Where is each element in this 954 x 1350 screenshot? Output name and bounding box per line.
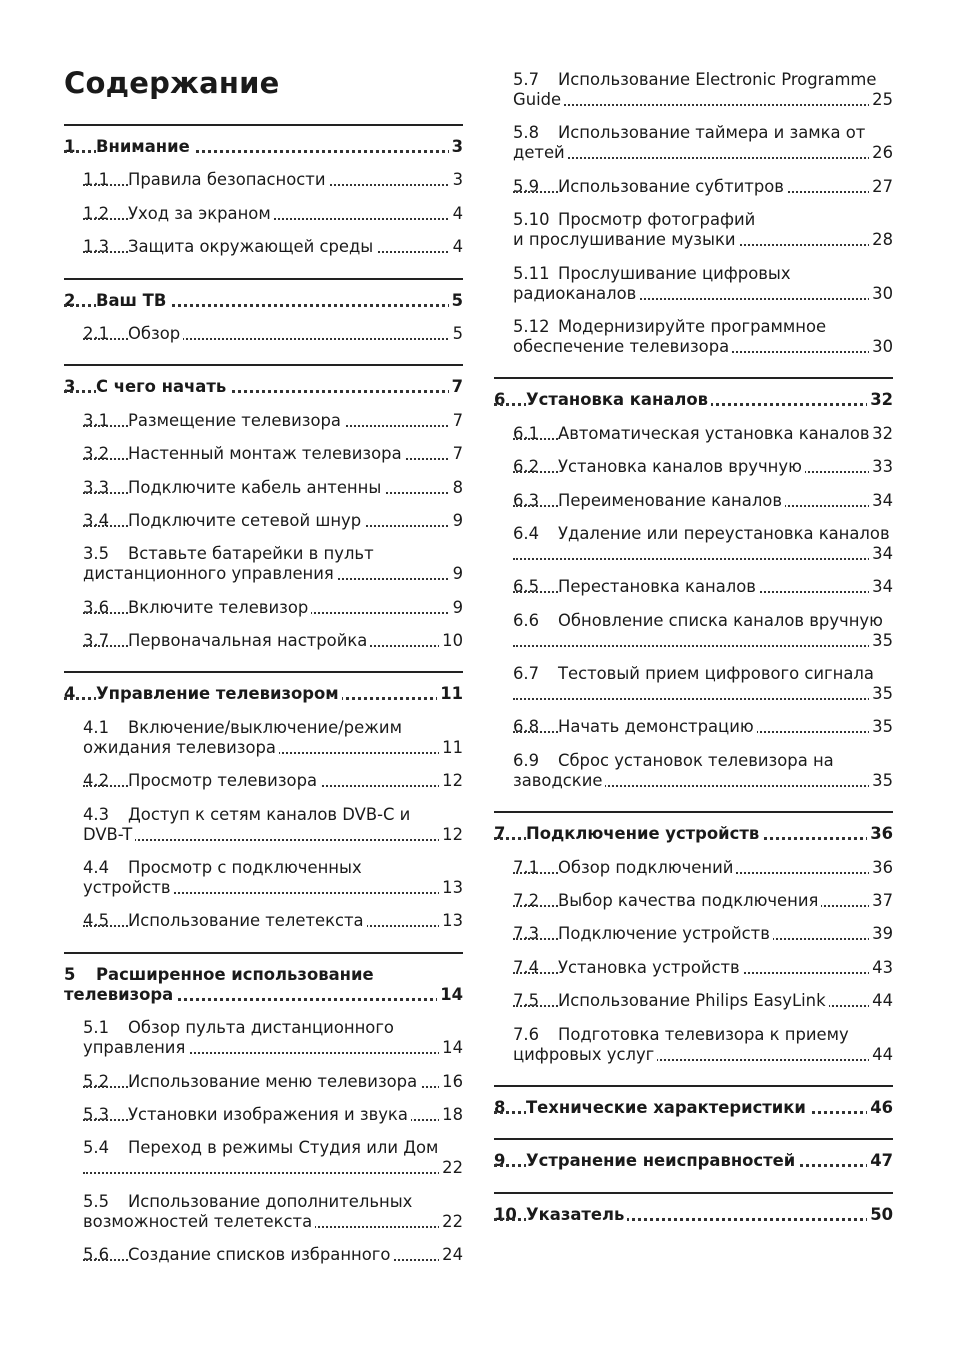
entry-title: Сброс установок телевизора на bbox=[558, 751, 837, 770]
entry-number: 5.8 bbox=[513, 123, 540, 143]
dot-leader bbox=[83, 839, 463, 841]
page-number: 34 bbox=[869, 544, 893, 564]
entry-number: 3.3 bbox=[83, 477, 110, 497]
page-number: 26 bbox=[869, 143, 893, 163]
page-number: 24 bbox=[439, 1245, 463, 1265]
toc-section-block bbox=[64, 366, 463, 671]
entry-title: Удаление или переустановка каналов bbox=[558, 524, 893, 543]
entry-title: Использование Electronic Programme bbox=[558, 70, 879, 89]
entry-title: Подготовка телевизора к приему bbox=[558, 1025, 852, 1044]
toc-section-block bbox=[494, 1140, 893, 1191]
page-number: 25 bbox=[869, 90, 893, 110]
page-number: 12 bbox=[439, 771, 463, 791]
dot-leader bbox=[513, 104, 893, 106]
entry-title: Уход за экраном bbox=[128, 204, 274, 223]
entry-title: Использование меню телевизора bbox=[128, 1072, 420, 1091]
toc-subsection-entry[interactable] bbox=[494, 264, 893, 304]
entry-number: 5.9 bbox=[513, 176, 540, 196]
toc-subsection-entry[interactable] bbox=[494, 177, 893, 197]
entry-title: Обзор пульта дистанционного bbox=[128, 1018, 397, 1037]
entry-number: 7.3 bbox=[513, 924, 540, 944]
page-number: 35 bbox=[869, 771, 893, 791]
page-number: 50 bbox=[867, 1205, 893, 1225]
entry-title-continued: DVB-T bbox=[83, 825, 135, 844]
page-title: Содержание bbox=[64, 66, 280, 100]
toc-section-block bbox=[64, 126, 463, 278]
toc-section-block bbox=[494, 70, 893, 377]
page-number: 3 bbox=[449, 137, 463, 157]
entry-number: 1.1 bbox=[83, 170, 110, 190]
entry-title: Внимание bbox=[96, 137, 193, 156]
entry-title: С чего начать bbox=[96, 377, 229, 396]
page-number: 27 bbox=[869, 177, 893, 197]
entry-title-continued: заводские bbox=[513, 771, 605, 790]
page-number: 44 bbox=[869, 991, 893, 1011]
toc-subsection-entry[interactable] bbox=[494, 751, 893, 791]
entry-title: Правила безопасности bbox=[128, 170, 328, 189]
toc-subsection-entry[interactable] bbox=[64, 1105, 463, 1125]
toc-subsection-entry[interactable] bbox=[64, 1072, 463, 1092]
page-number: 10 bbox=[439, 631, 463, 651]
entry-number: 1.2 bbox=[83, 203, 110, 223]
entry-title: Обновление списка каналов вручную bbox=[558, 611, 886, 630]
entry-title: Первоначальная настройка bbox=[128, 631, 370, 650]
entry-title: Использование дополнительных bbox=[128, 1192, 415, 1211]
entry-title: Установка каналов bbox=[526, 390, 711, 409]
toc-subsection-entry[interactable] bbox=[494, 664, 893, 704]
toc-subsection-entry[interactable] bbox=[64, 237, 463, 257]
page-number: 22 bbox=[439, 1212, 463, 1232]
entry-number: 6.7 bbox=[513, 664, 540, 684]
entry-number: 3.4 bbox=[83, 510, 110, 530]
toc-subsection-entry[interactable] bbox=[64, 511, 463, 531]
entry-title: Включите телевизор bbox=[128, 598, 311, 617]
entry-number: 4.2 bbox=[83, 771, 110, 791]
toc-section-entry[interactable] bbox=[494, 824, 893, 844]
page-number: 34 bbox=[869, 577, 893, 597]
toc-section-block bbox=[494, 813, 893, 1085]
entry-number: 6.5 bbox=[513, 577, 540, 597]
entry-title: Обзор bbox=[128, 324, 183, 343]
dot-leader bbox=[513, 698, 893, 700]
entry-number: 6.4 bbox=[513, 523, 540, 543]
entry-number: 5.11 bbox=[513, 263, 550, 283]
entry-number: 8 bbox=[494, 1097, 506, 1117]
page-number: 18 bbox=[439, 1105, 463, 1125]
entry-number: 3.5 bbox=[83, 544, 110, 564]
page-number: 33 bbox=[869, 457, 893, 477]
entry-title: Установка каналов вручную bbox=[558, 457, 805, 476]
entry-title: Создание списков избранного bbox=[128, 1245, 393, 1264]
page-number: 8 bbox=[450, 478, 463, 498]
entry-number: 7.6 bbox=[513, 1024, 540, 1044]
entry-title: Просмотр фотографий bbox=[558, 210, 758, 229]
entry-title: Расширенное использование bbox=[96, 965, 377, 984]
toc-subsection-entry[interactable] bbox=[64, 911, 463, 931]
entry-number: 3.2 bbox=[83, 444, 110, 464]
page-number: 9 bbox=[450, 564, 463, 584]
page-number: 4 bbox=[450, 204, 463, 224]
toc-subsection-entry[interactable] bbox=[64, 1138, 463, 1178]
entry-title: Выбор качества подключения bbox=[558, 891, 821, 910]
entry-number: 6.6 bbox=[513, 610, 540, 630]
toc-left-column bbox=[64, 124, 463, 1286]
entry-number: 7 bbox=[494, 824, 506, 844]
entry-title: Управление телевизором bbox=[96, 684, 342, 703]
page-number: 4 bbox=[450, 237, 463, 257]
toc-subsection-entry[interactable] bbox=[494, 577, 893, 597]
page-number: 9 bbox=[450, 598, 463, 618]
toc-subsection-entry[interactable] bbox=[64, 478, 463, 498]
page-number: 39 bbox=[869, 924, 893, 944]
entry-title-continued: управления bbox=[83, 1038, 188, 1057]
entry-title: Обзор подключений bbox=[558, 858, 736, 877]
entry-number: 5.5 bbox=[83, 1191, 110, 1211]
entry-title: Использование Philips EasyLink bbox=[558, 991, 829, 1010]
entry-title: Использование таймера и замка от bbox=[558, 123, 868, 142]
entry-title-continued: и прослушивание музыки bbox=[513, 230, 739, 249]
toc-section-entry[interactable] bbox=[64, 684, 463, 704]
page-number: 14 bbox=[437, 985, 463, 1005]
toc-subsection-entry[interactable] bbox=[64, 631, 463, 651]
page-number: 12 bbox=[439, 825, 463, 845]
toc-subsection-entry[interactable] bbox=[64, 1192, 463, 1232]
toc-subsection-entry[interactable] bbox=[494, 123, 893, 163]
toc-section-entry[interactable] bbox=[494, 1098, 893, 1118]
entry-title: Тестовый прием цифрового сигнала bbox=[558, 664, 877, 683]
entry-number: 9 bbox=[494, 1151, 506, 1171]
toc-subsection-entry[interactable] bbox=[494, 717, 893, 737]
entry-title-continued: цифровых услуг bbox=[513, 1045, 657, 1064]
toc-subsection-entry[interactable] bbox=[64, 444, 463, 464]
toc-subsection-entry[interactable] bbox=[64, 544, 463, 584]
toc-subsection-entry[interactable] bbox=[494, 210, 893, 250]
toc-section-entry[interactable] bbox=[494, 1205, 893, 1225]
toc-section-entry[interactable] bbox=[64, 965, 463, 1005]
entry-title: Настенный монтаж телевизора bbox=[128, 444, 405, 463]
entry-number: 5.3 bbox=[83, 1104, 110, 1124]
page-number: 37 bbox=[869, 891, 893, 911]
entry-title-continued: дистанционного управления bbox=[83, 564, 337, 583]
entry-title: Использование субтитров bbox=[558, 177, 787, 196]
toc-section-block bbox=[494, 1087, 893, 1138]
toc-section-block bbox=[494, 1194, 893, 1245]
toc-subsection-entry[interactable] bbox=[494, 424, 893, 444]
entry-title: Установка устройств bbox=[558, 958, 743, 977]
entry-number: 7.1 bbox=[513, 857, 540, 877]
toc-subsection-entry[interactable] bbox=[64, 598, 463, 618]
entry-number: 6.2 bbox=[513, 457, 540, 477]
toc-subsection-entry[interactable] bbox=[494, 457, 893, 477]
page-number: 36 bbox=[867, 824, 893, 844]
entry-title: Автоматическая установка каналов bbox=[558, 424, 873, 443]
page-number: 28 bbox=[869, 230, 893, 250]
toc-section-entry[interactable] bbox=[494, 1151, 893, 1171]
toc-section-entry[interactable] bbox=[64, 377, 463, 397]
entry-number: 4.3 bbox=[83, 804, 110, 824]
entry-number: 3.6 bbox=[83, 597, 110, 617]
entry-number: 7.2 bbox=[513, 891, 540, 911]
entry-number: 6.3 bbox=[513, 490, 540, 510]
toc-subsection-entry[interactable] bbox=[64, 1018, 463, 1058]
toc-subsection-entry[interactable] bbox=[64, 411, 463, 431]
toc-subsection-entry[interactable] bbox=[64, 805, 463, 845]
toc-subsection-entry[interactable] bbox=[64, 771, 463, 791]
entry-number: 5.12 bbox=[513, 316, 550, 336]
entry-number: 5 bbox=[64, 964, 76, 984]
toc-subsection-entry[interactable] bbox=[494, 958, 893, 978]
page-number: 11 bbox=[439, 738, 463, 758]
page-number: 13 bbox=[439, 911, 463, 931]
entry-title: Подключение устройств bbox=[558, 924, 773, 943]
entry-title-continued: радиоканалов bbox=[513, 284, 639, 303]
toc-section-entry[interactable] bbox=[494, 390, 893, 410]
entry-number: 2.1 bbox=[83, 323, 110, 343]
toc-section-entry[interactable] bbox=[64, 291, 463, 311]
entry-number: 3.1 bbox=[83, 410, 110, 430]
page-number: 47 bbox=[867, 1151, 893, 1171]
entry-title: Подключение устройств bbox=[526, 824, 762, 843]
entry-title: Подключите кабель антенны bbox=[128, 478, 384, 497]
entry-number: 3 bbox=[64, 377, 76, 397]
entry-title-continued: возможностей телетекста bbox=[83, 1212, 315, 1231]
entry-title: Установки изображения и звука bbox=[128, 1105, 411, 1124]
toc-subsection-entry[interactable] bbox=[494, 611, 893, 651]
dot-leader bbox=[513, 157, 893, 159]
entry-number: 4.5 bbox=[83, 911, 110, 931]
entry-number: 5.4 bbox=[83, 1138, 110, 1158]
entry-title-continued: обеспечение телевизора bbox=[513, 337, 732, 356]
toc-subsection-entry[interactable] bbox=[494, 891, 893, 911]
entry-title: Устранение неисправностей bbox=[526, 1151, 798, 1170]
entry-title: Переименование каналов bbox=[558, 491, 785, 510]
entry-title: Перестановка каналов bbox=[558, 577, 759, 596]
page-number: 7 bbox=[450, 444, 463, 464]
entry-title-continued: устройств bbox=[83, 878, 174, 897]
entry-number: 4 bbox=[64, 684, 76, 704]
page-number: 13 bbox=[439, 878, 463, 898]
entry-number: 3.7 bbox=[83, 631, 110, 651]
toc-subsection-entry[interactable] bbox=[494, 858, 893, 878]
page-number: 43 bbox=[869, 958, 893, 978]
toc-right-column bbox=[494, 70, 893, 1245]
entry-title: Включение/выключение/режим bbox=[128, 718, 405, 737]
page-number: 22 bbox=[439, 1158, 463, 1178]
entry-number: 6.8 bbox=[513, 717, 540, 737]
entry-title-continued: Guide bbox=[513, 90, 564, 109]
entry-number: 5.10 bbox=[513, 210, 550, 230]
entry-title: Вставьте батарейки в пульт bbox=[128, 544, 377, 563]
entry-title: Указатель bbox=[526, 1205, 627, 1224]
toc-section-block bbox=[494, 379, 893, 811]
page-number: 35 bbox=[869, 631, 893, 651]
toc-subsection-entry[interactable] bbox=[494, 991, 893, 1011]
entry-number: 7.4 bbox=[513, 957, 540, 977]
page-number: 34 bbox=[869, 491, 893, 511]
toc-subsection-entry[interactable] bbox=[64, 718, 463, 758]
entry-title-continued: детей bbox=[513, 143, 568, 162]
toc-subsection-entry[interactable] bbox=[494, 317, 893, 357]
page-number: 46 bbox=[867, 1098, 893, 1118]
page-number: 9 bbox=[450, 511, 463, 531]
entry-number: 1.3 bbox=[83, 237, 110, 257]
entry-title: Использование телетекста bbox=[128, 911, 367, 930]
toc-subsection-entry[interactable] bbox=[494, 524, 893, 564]
toc-subsection-entry[interactable] bbox=[494, 491, 893, 511]
page-number: 11 bbox=[437, 684, 463, 704]
page-number: 30 bbox=[869, 284, 893, 304]
page-number: 32 bbox=[867, 390, 893, 410]
toc-subsection-entry[interactable] bbox=[494, 1025, 893, 1065]
page-number: 3 bbox=[450, 170, 463, 190]
page-number: 16 bbox=[439, 1072, 463, 1092]
dot-leader bbox=[83, 1172, 463, 1174]
dot-leader bbox=[513, 558, 893, 560]
entry-title: Технические характеристики bbox=[526, 1098, 809, 1117]
entry-number: 6 bbox=[494, 390, 506, 410]
entry-number: 4.4 bbox=[83, 858, 110, 878]
page-number: 30 bbox=[869, 337, 893, 357]
entry-number: 7.5 bbox=[513, 991, 540, 1011]
page-number: 5 bbox=[449, 291, 463, 311]
toc-subsection-entry[interactable] bbox=[64, 324, 463, 344]
page-number: 5 bbox=[450, 324, 463, 344]
toc-section-block bbox=[64, 280, 463, 365]
entry-title: Модернизируйте программное bbox=[558, 317, 829, 336]
page-number: 35 bbox=[869, 684, 893, 704]
toc-section-block bbox=[64, 673, 463, 951]
entry-number: 6.1 bbox=[513, 423, 540, 443]
entry-title: Ваш ТВ bbox=[96, 291, 169, 310]
entry-title: Просмотр с подключенных bbox=[128, 858, 365, 877]
toc-subsection-entry[interactable] bbox=[64, 858, 463, 898]
page-number: 35 bbox=[869, 717, 893, 737]
entry-title: Переход в режимы Студия или Дом bbox=[128, 1138, 441, 1157]
page-number: 32 bbox=[869, 424, 893, 444]
toc-section-entry[interactable] bbox=[64, 137, 463, 157]
entry-title: Начать демонстрацию bbox=[558, 717, 757, 736]
entry-title: Подключите сетевой шнур bbox=[128, 511, 364, 530]
entry-number: 1 bbox=[64, 137, 76, 156]
toc-subsection-entry[interactable] bbox=[64, 1245, 463, 1265]
dot-leader bbox=[513, 645, 893, 647]
toc-subsection-entry[interactable] bbox=[64, 170, 463, 190]
page-number: 7 bbox=[449, 377, 463, 397]
toc-subsection-entry[interactable] bbox=[64, 204, 463, 224]
page-number: 44 bbox=[869, 1045, 893, 1065]
entry-title: Просмотр телевизора bbox=[128, 771, 320, 790]
entry-number: 4.1 bbox=[83, 717, 110, 737]
entry-number: 5.2 bbox=[83, 1071, 110, 1091]
entry-number: 6.9 bbox=[513, 750, 540, 770]
toc-subsection-entry[interactable] bbox=[494, 924, 893, 944]
entry-title-continued: ожидания телевизора bbox=[83, 738, 279, 757]
entry-number: 10 bbox=[494, 1204, 517, 1224]
entry-title: Прослушивание цифровых bbox=[558, 264, 794, 283]
entry-number: 5.7 bbox=[513, 70, 540, 89]
entry-title: Защита окружающей среды bbox=[128, 237, 376, 256]
page-number: 7 bbox=[450, 411, 463, 431]
toc-subsection-entry[interactable] bbox=[494, 70, 893, 110]
entry-title: Размещение телевизора bbox=[128, 411, 344, 430]
toc-section-block bbox=[64, 954, 463, 1286]
entry-number: 2 bbox=[64, 290, 76, 310]
page-number: 36 bbox=[869, 858, 893, 878]
entry-number: 5.1 bbox=[83, 1018, 110, 1038]
entry-title: Доступ к сетям каналов DVB-C и bbox=[128, 805, 413, 824]
entry-title-continued: телевизора bbox=[64, 985, 176, 1004]
entry-number: 5.6 bbox=[83, 1245, 110, 1265]
page-number: 14 bbox=[439, 1038, 463, 1058]
